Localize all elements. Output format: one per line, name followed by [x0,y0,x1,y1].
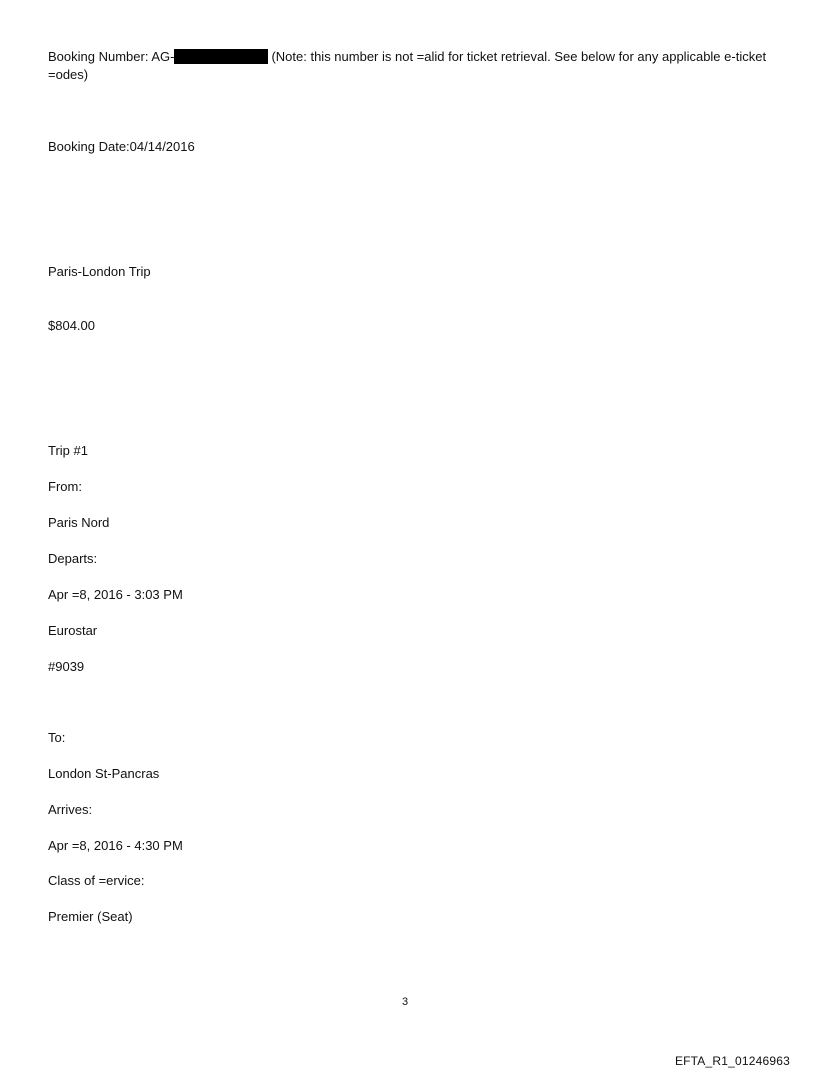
page-number: 3 [402,996,409,1008]
trip-name: Paris-London Trip [48,264,151,279]
carrier-name: Eurostar [48,623,98,638]
to-station: London St-Pancras [48,766,160,781]
from-station: Paris Nord [48,515,110,530]
from-label: From: [48,479,82,494]
departs-label: Departs: [48,551,98,566]
redaction-block [174,49,268,64]
trip-title: Trip #1 [48,443,88,458]
arrives-label: Arrives: [48,802,93,817]
class-of-service-label: Class of =ervice: [48,873,145,888]
trip-price: $804.00 [48,318,95,333]
class-of-service-value: Premier (Seat) [48,909,133,924]
arrives-time: Apr =8, 2016 - 4:30 PM [48,838,183,853]
booking-number-note: (Note: this number is not =alid for ticket retrieval. See below for any applicable e-ticket =odes) [48,49,767,82]
booking-number-label: Booking Number: AG- [48,49,175,64]
document-id: EFTA_R1_01246963 [674,1054,790,1068]
booking-date: Booking Date:04/14/2016 [48,139,195,154]
train-number: #9039 [48,659,85,674]
to-label: To: [48,730,66,745]
booking-number-line [48,48,778,84]
departs-time: Apr =8, 2016 - 3:03 PM [48,587,183,602]
